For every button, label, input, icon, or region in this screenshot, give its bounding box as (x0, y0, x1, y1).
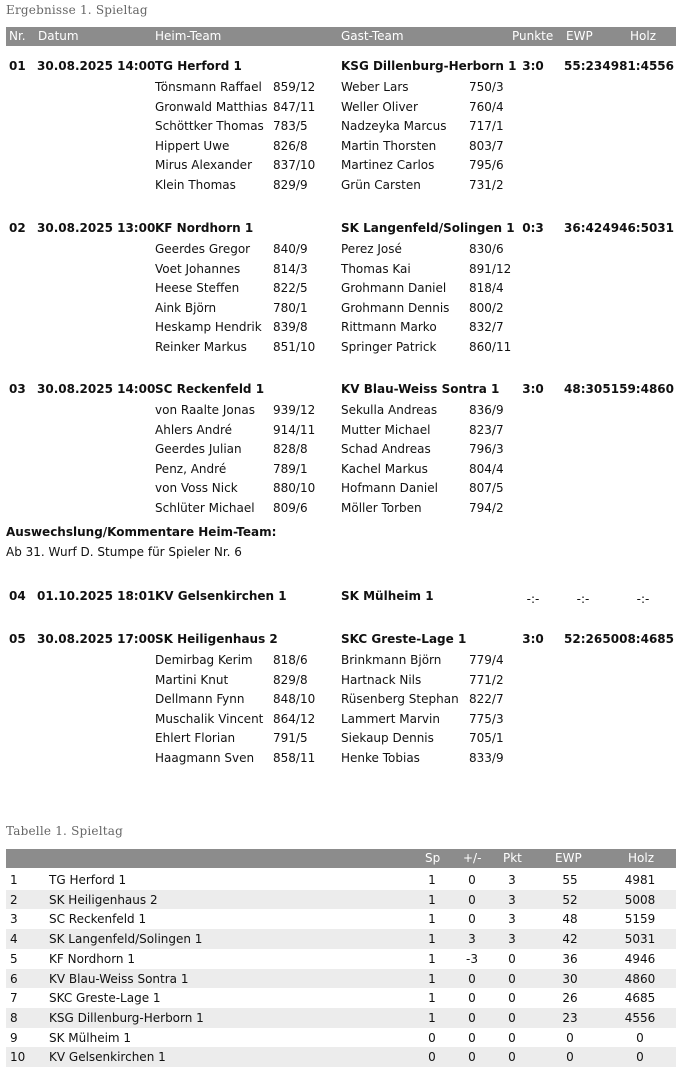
standing-team: SC Reckenfeld 1 (49, 912, 147, 927)
standing-ewp: 48 (562, 912, 578, 927)
standing-ewp: 42 (562, 932, 578, 947)
header-punkte: Punkte (512, 29, 554, 43)
guest-player-score: 795/6 (469, 158, 504, 172)
guest-player-name: Kachel Markus (341, 461, 428, 476)
match-ewp: -:- (576, 592, 590, 606)
standing-pm: 0 (468, 991, 476, 1006)
home-player-name: Schlüter Michael (155, 500, 255, 515)
standing-pkt: 0 (508, 971, 516, 986)
standing-holz: 4860 (624, 971, 656, 986)
standing-team: SK Heiligenhaus 2 (49, 892, 158, 907)
home-player-name: Aink Björn (155, 300, 217, 315)
standing-holz: 5008 (624, 892, 656, 907)
standing-pkt: 3 (508, 892, 516, 907)
standing-sp: 1 (428, 971, 436, 986)
home-player-name: Haagmann Sven (155, 750, 255, 765)
standing-pm: 0 (468, 1030, 476, 1045)
header-ewp: EWP (555, 851, 582, 865)
comment-title: Auswechslung/Kommentare Heim-Team: (6, 525, 277, 539)
standing-pm: 0 (468, 1010, 476, 1025)
match-punkte: 0:3 (522, 221, 544, 235)
standing-pkt: 0 (508, 1050, 516, 1065)
guest-player-score: 822/7 (469, 692, 504, 706)
home-player-name: Ahlers André (155, 422, 233, 437)
header-pkt: Pkt (503, 851, 522, 865)
guest-player-score: 794/2 (469, 500, 504, 515)
table-row (6, 1028, 676, 1048)
standing-pkt: 3 (508, 873, 516, 887)
home-player-score: 829/8 (273, 672, 308, 687)
guest-player-score: 775/3 (469, 711, 504, 726)
home-player-name: Demirbag Kerim (155, 653, 253, 667)
match-datum: 30.08.2025 13:00 (37, 221, 156, 235)
standing-sp: 0 (428, 1050, 436, 1065)
guest-player-score: 836/9 (469, 403, 504, 417)
standing-ewp: 26 (562, 991, 578, 1006)
match-punkte: 3:0 (522, 59, 544, 73)
match-heim: KF Nordhorn 1 (155, 221, 254, 235)
match-ewp: 52:26 (564, 632, 603, 646)
match-nr: 02 (9, 221, 26, 235)
standing-pm: 0 (468, 873, 476, 887)
home-player-name: von Voss Nick (155, 481, 238, 495)
table-row (6, 929, 676, 949)
standing-sp: 1 (428, 991, 436, 1006)
home-player-name: von Raalte Jonas (155, 403, 255, 417)
standing-pm: -3 (466, 951, 478, 966)
home-player-name: Voet Johannes (155, 261, 241, 276)
standing-rank: 9 (10, 1030, 18, 1045)
guest-player-score: 830/6 (469, 242, 504, 256)
guest-player-score: 796/3 (469, 442, 504, 456)
table-title: Tabelle 1. Spieltag (6, 824, 124, 838)
guest-player-score: 731/2 (469, 177, 504, 192)
home-player-name: Geerdes Julian (155, 442, 242, 456)
standing-rank: 3 (10, 912, 18, 927)
standing-team: KV Gelsenkirchen 1 (49, 1050, 166, 1065)
match-nr: 05 (9, 632, 26, 646)
standing-holz: 4556 (624, 1010, 656, 1025)
home-player-score: 829/9 (273, 177, 308, 192)
home-player-score: 789/1 (273, 461, 308, 476)
home-player-name: Hippert Uwe (155, 138, 230, 153)
table-row (6, 988, 676, 1008)
standing-rank: 2 (10, 892, 18, 907)
home-player-score: 814/3 (273, 261, 308, 276)
match-ewp: 48:30 (564, 382, 603, 396)
standing-pm: 3 (468, 932, 476, 947)
standing-pkt: 0 (508, 951, 516, 966)
standing-rank: 8 (10, 1010, 18, 1025)
match-punkte: 3:0 (522, 382, 544, 396)
match-datum: 30.08.2025 14:00 (37, 382, 156, 396)
home-player-score: 809/6 (273, 500, 308, 515)
home-player-name: Schöttker Thomas (155, 119, 264, 133)
home-player-score: 791/5 (273, 731, 308, 745)
match-gast: SK Langenfeld/Solingen 1 (341, 221, 515, 235)
match-heim: KV Gelsenkirchen 1 (155, 589, 287, 603)
standing-holz: 4981 (624, 873, 656, 887)
standing-team: KSG Dillenburg-Herborn 1 (49, 1010, 204, 1025)
header-sp: Sp (425, 851, 441, 865)
guest-player-score: 833/9 (469, 750, 504, 765)
home-player-name: Penz, André (155, 461, 227, 476)
standing-holz: 5159 (624, 912, 656, 927)
home-player-score: 840/9 (273, 242, 308, 256)
match-gast: KV Blau-Weiss Sontra 1 (341, 382, 500, 396)
guest-player-name: Henke Tobias (341, 750, 420, 765)
standing-pm: 0 (468, 971, 476, 986)
home-player-score: 828/8 (273, 442, 308, 456)
header-datum: Datum (38, 29, 79, 43)
home-player-score: 783/5 (273, 119, 308, 133)
guest-player-name: Martinez Carlos (341, 158, 435, 172)
comment-text: Ab 31. Wurf D. Stumpe für Spieler Nr. 6 (6, 545, 242, 559)
home-player-name: Gronwald Matthias (155, 99, 268, 114)
home-player-name: Heese Steffen (155, 281, 240, 295)
guest-player-name: Hartnack Nils (341, 672, 422, 687)
home-player-score: 939/12 (273, 403, 316, 417)
standing-sp: 1 (428, 951, 436, 966)
standing-team: KV Blau-Weiss Sontra 1 (49, 971, 189, 986)
home-player-score: 822/5 (273, 281, 308, 295)
guest-player-score: 832/7 (469, 320, 504, 334)
standing-sp: 1 (428, 932, 436, 947)
standing-holz: 0 (636, 1050, 644, 1065)
standing-sp: 1 (428, 873, 436, 887)
home-player-score: 914/11 (273, 422, 316, 437)
header-holz: Holz (630, 29, 656, 43)
home-player-name: Reinker Markus (155, 339, 247, 354)
table-row (6, 890, 676, 910)
match-nr: 01 (9, 59, 26, 73)
home-player-name: Heskamp Hendrik (155, 320, 262, 334)
guest-player-score: 705/1 (469, 731, 504, 745)
guest-player-score: 891/12 (469, 261, 512, 276)
guest-player-name: Lammert Marvin (341, 711, 440, 726)
guest-player-name: Weller Oliver (341, 99, 418, 114)
home-player-score: 859/12 (273, 80, 316, 94)
guest-player-score: 860/11 (469, 339, 512, 354)
guest-player-name: Grohmann Daniel (341, 281, 447, 295)
home-player-name: Dellmann Fynn (155, 692, 245, 706)
guest-player-name: Springer Patrick (341, 339, 437, 354)
standing-pkt: 0 (508, 1030, 516, 1045)
guest-player-score: 823/7 (469, 422, 504, 437)
match-nr: 03 (9, 382, 26, 396)
standing-team: TG Herford 1 (49, 873, 127, 887)
guest-player-name: Weber Lars (341, 80, 409, 94)
match-gast: SK Mülheim 1 (341, 589, 434, 603)
match-datum: 30.08.2025 14:00 (37, 59, 156, 73)
standing-ewp: 0 (566, 1050, 574, 1065)
guest-player-name: Martin Thorsten (341, 138, 437, 153)
guest-player-name: Thomas Kai (341, 261, 411, 276)
home-player-name: Ehlert Florian (155, 731, 236, 745)
standing-ewp: 55 (562, 873, 578, 887)
match-punkte: -:- (526, 592, 540, 606)
table-row (6, 1047, 676, 1067)
match-heim: SK Heiligenhaus 2 (155, 632, 278, 646)
table-row (6, 949, 676, 969)
home-player-score: 839/8 (273, 320, 308, 334)
standing-rank: 1 (10, 873, 18, 887)
match-holz: 5008:4685 (602, 632, 674, 646)
match-gast: SKC Greste-Lage 1 (341, 632, 467, 646)
home-player-name: Muschalik Vincent (155, 711, 264, 726)
home-player-name: Martini Knut (155, 672, 229, 687)
guest-player-score: 803/7 (469, 138, 504, 153)
standing-pkt: 3 (508, 912, 516, 927)
guest-player-score: 800/2 (469, 300, 504, 315)
standing-ewp: 52 (562, 892, 578, 907)
match-ewp: 36:42 (564, 221, 603, 235)
standings-header (6, 849, 676, 868)
home-player-score: 780/1 (273, 300, 308, 315)
home-player-score: 864/12 (273, 711, 316, 726)
standing-holz: 5031 (624, 932, 656, 947)
home-player-score: 826/8 (273, 138, 308, 153)
home-player-name: Geerdes Gregor (155, 242, 251, 256)
standing-ewp: 30 (562, 971, 578, 986)
guest-player-score: 818/4 (469, 281, 504, 295)
standing-pm: 0 (468, 1050, 476, 1065)
home-player-score: 880/10 (273, 481, 316, 495)
home-player-score: 851/10 (273, 339, 316, 354)
match-holz: 4946:5031 (602, 221, 674, 235)
results-title: Ergebnisse 1. Spieltag (6, 3, 148, 17)
match-heim: SC Reckenfeld 1 (155, 382, 265, 396)
guest-player-score: 717/1 (469, 119, 504, 133)
home-player-name: Mirus Alexander (155, 158, 253, 172)
guest-player-score: 771/2 (469, 672, 504, 687)
standing-pm: 0 (468, 912, 476, 927)
match-datum: 01.10.2025 18:01 (37, 589, 156, 603)
home-player-score: 848/10 (273, 692, 316, 706)
standing-ewp: 0 (566, 1030, 574, 1045)
home-player-score: 818/6 (273, 653, 308, 667)
table-row (6, 1008, 676, 1028)
guest-player-name: Hofmann Daniel (341, 481, 438, 495)
header-heim: Heim-Team (155, 29, 222, 43)
standing-rank: 4 (10, 932, 18, 947)
match-holz: 4981:4556 (602, 59, 674, 73)
header-holz: Holz (628, 851, 654, 865)
standing-rank: 5 (10, 951, 18, 966)
match-punkte: 3:0 (522, 632, 544, 646)
table-row (6, 969, 676, 989)
home-player-name: Klein Thomas (155, 177, 236, 192)
standing-sp: 0 (428, 1030, 436, 1045)
header-ewp: EWP (566, 29, 593, 43)
guest-player-name: Siekaup Dennis (341, 731, 434, 745)
header-nr: Nr. (9, 29, 26, 43)
results-header (6, 27, 676, 46)
table-row (6, 909, 676, 929)
match-ewp: 55:23 (564, 59, 603, 73)
guest-player-name: Rüsenberg Stephan (341, 692, 459, 706)
standing-sp: 1 (428, 892, 436, 907)
standing-team: SK Langenfeld/Solingen 1 (49, 932, 203, 947)
match-datum: 30.08.2025 17:00 (37, 632, 156, 646)
home-player-score: 858/11 (273, 750, 316, 765)
guest-player-score: 807/5 (469, 481, 504, 495)
standing-team: SKC Greste-Lage 1 (49, 991, 161, 1006)
standing-sp: 1 (428, 1010, 436, 1025)
standing-holz: 4946 (624, 951, 656, 966)
standing-team: SK Mülheim 1 (49, 1030, 132, 1045)
standing-sp: 1 (428, 912, 436, 927)
guest-player-score: 779/4 (469, 653, 504, 667)
guest-player-name: Nadzeyka Marcus (341, 119, 447, 133)
standing-rank: 10 (10, 1050, 26, 1065)
standing-ewp: 23 (562, 1010, 578, 1025)
home-player-score: 847/11 (273, 99, 316, 114)
guest-player-name: Grün Carsten (341, 177, 421, 192)
standing-rank: 6 (10, 971, 18, 986)
standing-holz: 0 (636, 1030, 644, 1045)
guest-player-score: 750/3 (469, 80, 504, 94)
home-player-name: Tönsmann Raffael (155, 80, 262, 94)
match-holz: 5159:4860 (602, 382, 674, 396)
match-nr: 04 (9, 589, 26, 603)
standing-ewp: 36 (562, 951, 578, 966)
guest-player-score: 804/4 (469, 461, 504, 476)
guest-player-name: Brinkmann Björn (341, 653, 442, 667)
standing-rank: 7 (10, 991, 18, 1006)
guest-player-name: Perez José (341, 242, 402, 256)
standing-pkt: 3 (508, 932, 516, 947)
guest-player-name: Möller Torben (341, 500, 422, 515)
home-player-score: 837/10 (273, 158, 316, 172)
match-heim: TG Herford 1 (155, 59, 242, 73)
standing-holz: 4685 (624, 991, 656, 1006)
standing-pm: 0 (468, 892, 476, 907)
standing-pkt: 0 (508, 991, 516, 1006)
guest-player-name: Schad Andreas (341, 442, 431, 456)
header-pm: +/- (463, 851, 482, 865)
guest-player-name: Grohmann Dennis (341, 300, 450, 315)
guest-player-score: 760/4 (469, 99, 504, 114)
guest-player-name: Sekulla Andreas (341, 403, 438, 417)
table-row (6, 870, 676, 890)
guest-player-name: Rittmann Marko (341, 320, 437, 334)
guest-player-name: Mutter Michael (341, 422, 431, 437)
header-gast: Gast-Team (341, 29, 404, 43)
match-holz: -:- (636, 592, 650, 606)
standing-pkt: 0 (508, 1010, 516, 1025)
match-gast: KSG Dillenburg-Herborn 1 (341, 59, 517, 73)
standing-team: KF Nordhorn 1 (49, 951, 135, 966)
